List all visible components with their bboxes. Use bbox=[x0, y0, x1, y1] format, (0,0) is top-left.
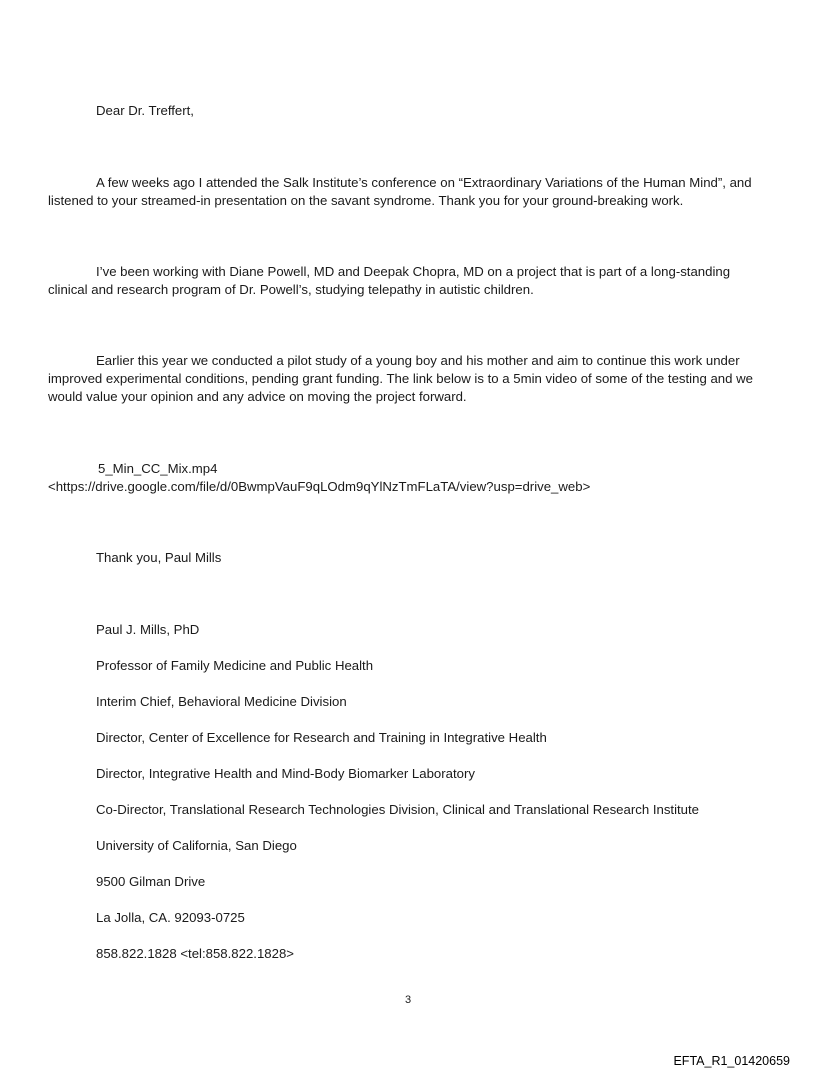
attachment-filename: 5_Min_CC_Mix.mp4 bbox=[98, 461, 218, 476]
signature-title-director-center: Director, Center of Excellence for Research and Training in Integrative Health bbox=[96, 730, 547, 745]
attachment-link[interactable]: <https://drive.google.com/file/d/0BwmpVauF9qLOdm9qYlNzTmFLaTA/view?usp=drive_web> bbox=[48, 479, 591, 494]
signature-street: 9500 Gilman Drive bbox=[96, 874, 206, 889]
paragraph-project: I’ve been working with Diane Powell, MD and Deepak Chopra, MD on a project that is part of a long-standing clinical and research program of Dr. Powell’s, studying telepathy in autistic children. bbox=[48, 264, 731, 297]
signature-city: La Jolla, CA. 92093-0725 bbox=[96, 910, 245, 925]
page-number: 3 bbox=[404, 994, 412, 1006]
signature-name: Paul J. Mills, PhD bbox=[96, 622, 200, 637]
closing: Thank you, Paul Mills bbox=[96, 550, 222, 565]
signature-phone[interactable]: 858.822.1828 <tel:858.822.1828> bbox=[96, 946, 294, 961]
signature-title-co-director: Co-Director, Translational Research Technologies Division, Clinical and Translational Research Institute bbox=[96, 802, 700, 817]
signature-university: University of California, San Diego bbox=[96, 838, 297, 853]
document-id: EFTA_R1_01420659 bbox=[673, 1054, 790, 1068]
paragraph-pilot-study: Earlier this year we conducted a pilot study of a young boy and his mother and aim to continue this work under improved experimental conditions, pending grant funding. The link below is to a 5min video of some of the testing and we would value your opinion and any advice on moving the project forward. bbox=[48, 353, 753, 404]
signature-title-director-lab: Director, Integrative Health and Mind-Body Biomarker Laboratory bbox=[96, 766, 475, 781]
signature-title-interim-chief: Interim Chief, Behavioral Medicine Division bbox=[96, 694, 347, 709]
paragraph-conference: A few weeks ago I attended the Salk Institute’s conference on “Extraordinary Variations of the Human Mind”, and listened to your streamed-in presentation on the savant syndrome. Thank you for your ground-breaking work. bbox=[48, 175, 752, 208]
salutation: Dear Dr. Treffert, bbox=[96, 103, 194, 118]
signature-title-professor: Professor of Family Medicine and Public Health bbox=[96, 658, 374, 673]
